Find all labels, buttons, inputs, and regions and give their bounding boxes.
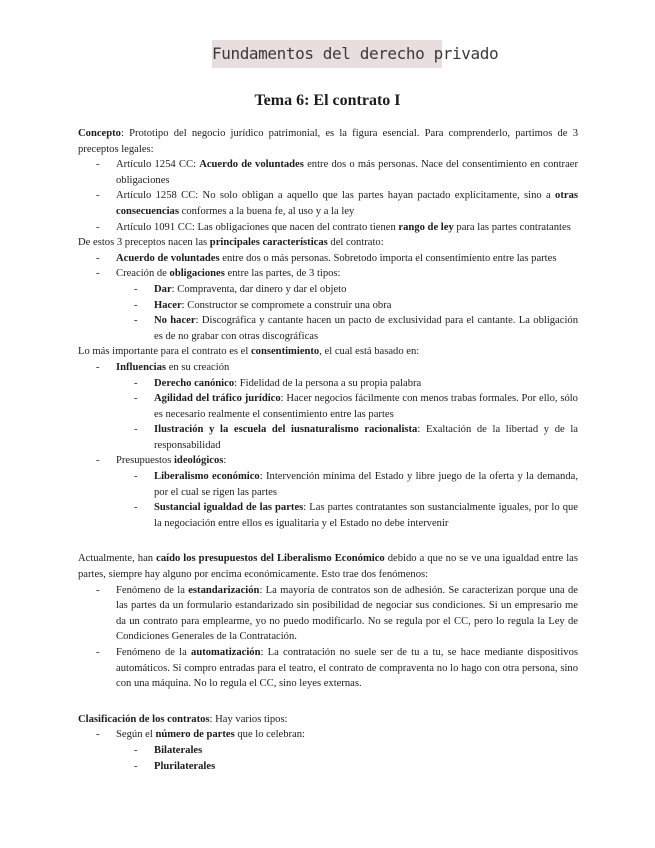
concepto-paragraph: Concepto: Prototipo del negocio jurídico patrimonial, es la figura esencial. Para comprenderlo, partimos de 3 preceptos legales: (78, 128, 578, 155)
list-item: - Artículo 1091 CC: Las obligaciones que nacen del contrato tienen rango de ley para las partes contratantes (78, 220, 578, 236)
document-body (78, 126, 578, 774)
list-item: - No hacer: Discográfica y cantante hacen un pacto de exclusividad para el cantante. La obligación es de no grabar con otras discográficas (116, 313, 578, 344)
consentimiento-list (78, 360, 578, 532)
list-item: - Liberalismo económico: Intervención mínima del Estado y libre juego de la oferta y la demanda, por el cual se rigen las partes (116, 469, 578, 500)
actualmente-paragraph: Actualmente, han caído los presupuestos del Liberalismo Económico debido a que no se ve una igualdad entre las partes, siempre hay alguno por encima económicamente. Esto trae dos fenómenos: (78, 553, 578, 581)
list-item: - Artículo 1258 CC: No solo obligan a aquello que las partes hayan pactado explícitamente, sino a otras consecuencias conformes a la buena fe, al uso y a la ley (78, 188, 578, 219)
list-item: - Plurilaterales (116, 759, 578, 775)
list-item: - Derecho canónico: Fidelidad de la persona a su propia palabra (116, 376, 578, 392)
list-item: - Ilustración y la escuela del iusnaturalismo racionalista: Exaltación de la libertad y de la responsabilidad (116, 422, 578, 453)
subject-banner (212, 40, 499, 68)
obligaciones-list (116, 282, 578, 344)
partes-list (116, 743, 578, 774)
list-item: - Dar: Compraventa, dar dinero y dar el objeto (116, 282, 578, 298)
list-item: - Fenómeno de la estandarización: La mayoría de contratos son de adhesión. Se caracterizan porque una de las partes da un formulario estandarizado sin posibilidad de negociar sus condiciones. Si un empresario me da un contrato para emplearme, yo no puedo modificarlo. No se regula por el CC, pero lo regula la Ley de Condiciones Generales de la Contratación. (78, 583, 578, 645)
list-item: - Presupuestos ideológicos: - Liberalismo económico: Intervención mínima del Estado y libre juego de la oferta y la demanda, por el cual se rigen las partes - Sustancial igualdad de las partes: Las partes contratantes son sustancialmente iguales, por lo que la negociación entre ellos es igualitaria y el Estado no debe intervenir (78, 453, 578, 531)
list-item: - Agilidad del tráfico jurídico: Hacer negocios fácilmente con menos trabas formales. Por ello, sólo es necesario realmente el consentimiento entre las partes (116, 391, 578, 422)
list-item: - Sustancial igualdad de las partes: Las partes contratantes son sustancialmente iguales, por lo que la negociación entre ellos es igualitaria y el Estado no debe intervenir (116, 500, 578, 531)
clasificacion-paragraph: Clasificación de los contratos: Hay varios tipos: (78, 713, 288, 725)
influencias-list (116, 376, 578, 454)
list-item: - Según el número de partes que lo celebran: - Bilaterales - Plurilaterales (78, 727, 578, 774)
consentimiento-paragraph: Lo más importante para el contrato es el consentimiento, el cual está basado en: (78, 346, 420, 358)
fenomenos-list (78, 583, 578, 692)
lesson-title: Tema 6: El contrato I (254, 92, 401, 109)
preceptos-list (78, 157, 578, 235)
list-item: - Hacer: Constructor se compromete a construir una obra (116, 298, 578, 314)
caracteristicas-list (78, 251, 578, 345)
clasificacion-list (78, 727, 578, 774)
list-item: - Acuerdo de voluntades entre dos o más personas. Sobretodo importa el consentimiento entre las partes (78, 251, 578, 267)
list-item: - Creación de obligaciones entre las partes, de 3 tipos: - Dar: Compraventa, dar dinero y dar el objeto - Hacer: Constructor se compromete a construir una obra - No hacer: Discográfica y cantante hacen un pacto de exclusividad para el cantante. La obligación es de no grabar con otras discográficas (78, 266, 578, 344)
list-item: - Bilaterales (116, 743, 578, 759)
list-item: - Artículo 1254 CC: Acuerdo de voluntades entre dos o más personas. Nace del consentimiento en contraer obligaciones (78, 157, 578, 188)
spacer (78, 531, 578, 551)
list-item: - Fenómeno de la automatización: La contratación no suele ser de tu a tu, se hace mediante dispositivos automáticos. Si compro entradas para el teatro, el contrato de compraventa no lo hago con otra persona, sino con una máquina. No lo regula el CC, sino leyes externas. (78, 645, 578, 692)
list-item: - Influencias en su creación - Derecho canónico: Fidelidad de la persona a su propia palabra - Agilidad del tráfico jurídico: Hacer negocios fácilmente con menos trabas formales. Por ello, sólo es necesario realmente el consentimiento entre las partes - Ilustración y la escuela del iusnaturalismo racionalista: Exaltación de la libertad y de la responsabilidad (78, 360, 578, 454)
subject-title: Fundamentos del derecho privado (212, 44, 499, 63)
presupuestos-list (116, 469, 578, 531)
caracteristicas-paragraph: De estos 3 preceptos nacen las principales características del contrato: (78, 237, 384, 249)
spacer (78, 692, 578, 712)
